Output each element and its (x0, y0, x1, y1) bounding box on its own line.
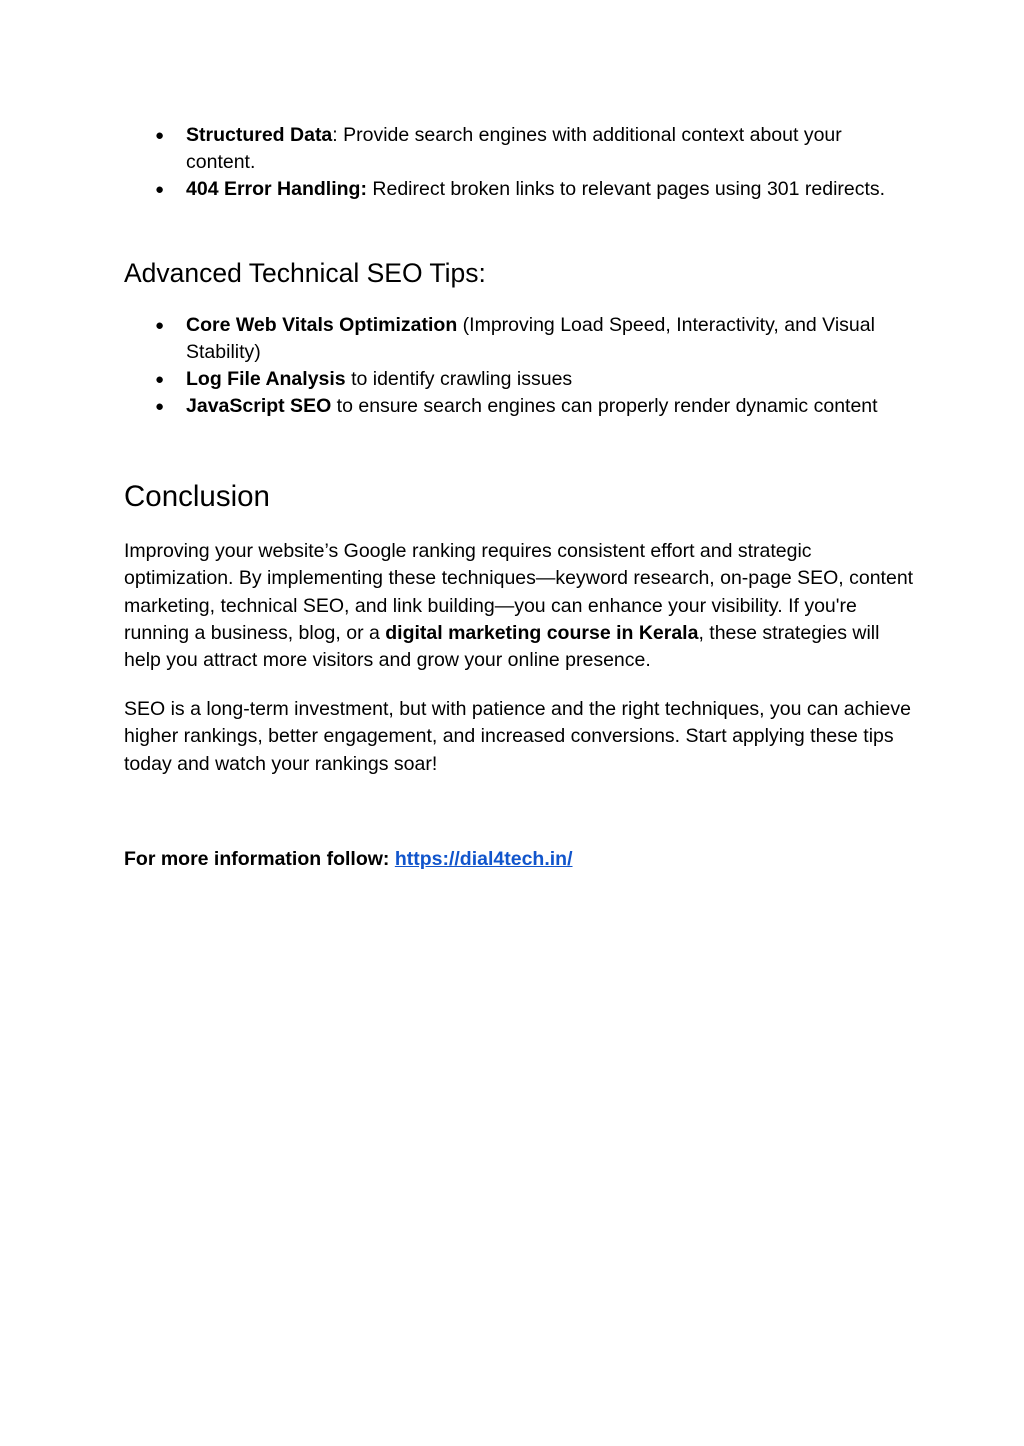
paragraph-text: Improving your website’s Google ranking requires consistent effort and strategic optimization. By implementing these techniques—keyword research, on-page SEO, content marketing, technical SEO, and link building—you can enhance your visibility. If you're running a business, blog, or a (124, 540, 914, 644)
list-item (124, 176, 904, 203)
list-item (124, 366, 904, 393)
list-item-bold: 404 Error Handling: (186, 178, 367, 200)
list-item-bold: JavaScript SEO (186, 395, 332, 417)
list-item (124, 393, 904, 420)
follow-label: For more information follow: (124, 848, 395, 870)
bullet-icon: ● (155, 398, 165, 415)
list-item-bold: Core Web Vitals Optimization (186, 314, 458, 336)
paragraph-bold-text: digital marketing course in Kerala (385, 621, 699, 644)
list-item-text: to identify crawling issues (345, 368, 573, 390)
bullet-icon: ● (155, 371, 165, 388)
list-item-text: Redirect broken links to relevant pages using 301 redirects. (366, 178, 886, 200)
bullet-icon: ● (155, 317, 165, 334)
conclusion-paragraph-1 (124, 538, 914, 674)
paragraph-text: , these strategies will help you attract more visitors and grow your online presence. (124, 621, 880, 672)
follow-line (124, 846, 573, 873)
bullet-icon: ● (155, 127, 165, 144)
website-link[interactable]: https://dial4tech.in/ (394, 848, 573, 870)
list-item-bold: Structured Data (186, 124, 333, 146)
conclusion-paragraph-2: SEO is a long-term investment, but with patience and the right techniques, you can achieve higher rankings, better engagement, and increased conversions. Start applying these tips today and watch your rankings soar! (124, 698, 911, 775)
bullet-icon: ● (155, 181, 165, 198)
top-bullet-list (124, 122, 904, 203)
list-item-text: (Improving Load Speed, Interactivity, and Visual Stability) (186, 314, 875, 363)
list-item-text: : Provide search engines with additional context about your content. (186, 124, 842, 173)
list-item (124, 122, 904, 176)
advanced-tips-list (124, 312, 904, 420)
list-item-text: to ensure search engines can properly render dynamic content (331, 395, 878, 417)
list-item-bold: Log File Analysis (186, 368, 346, 390)
list-item (124, 312, 904, 366)
conclusion-heading: Conclusion (124, 480, 270, 513)
advanced-tips-heading: Advanced Technical SEO Tips: (124, 258, 486, 288)
